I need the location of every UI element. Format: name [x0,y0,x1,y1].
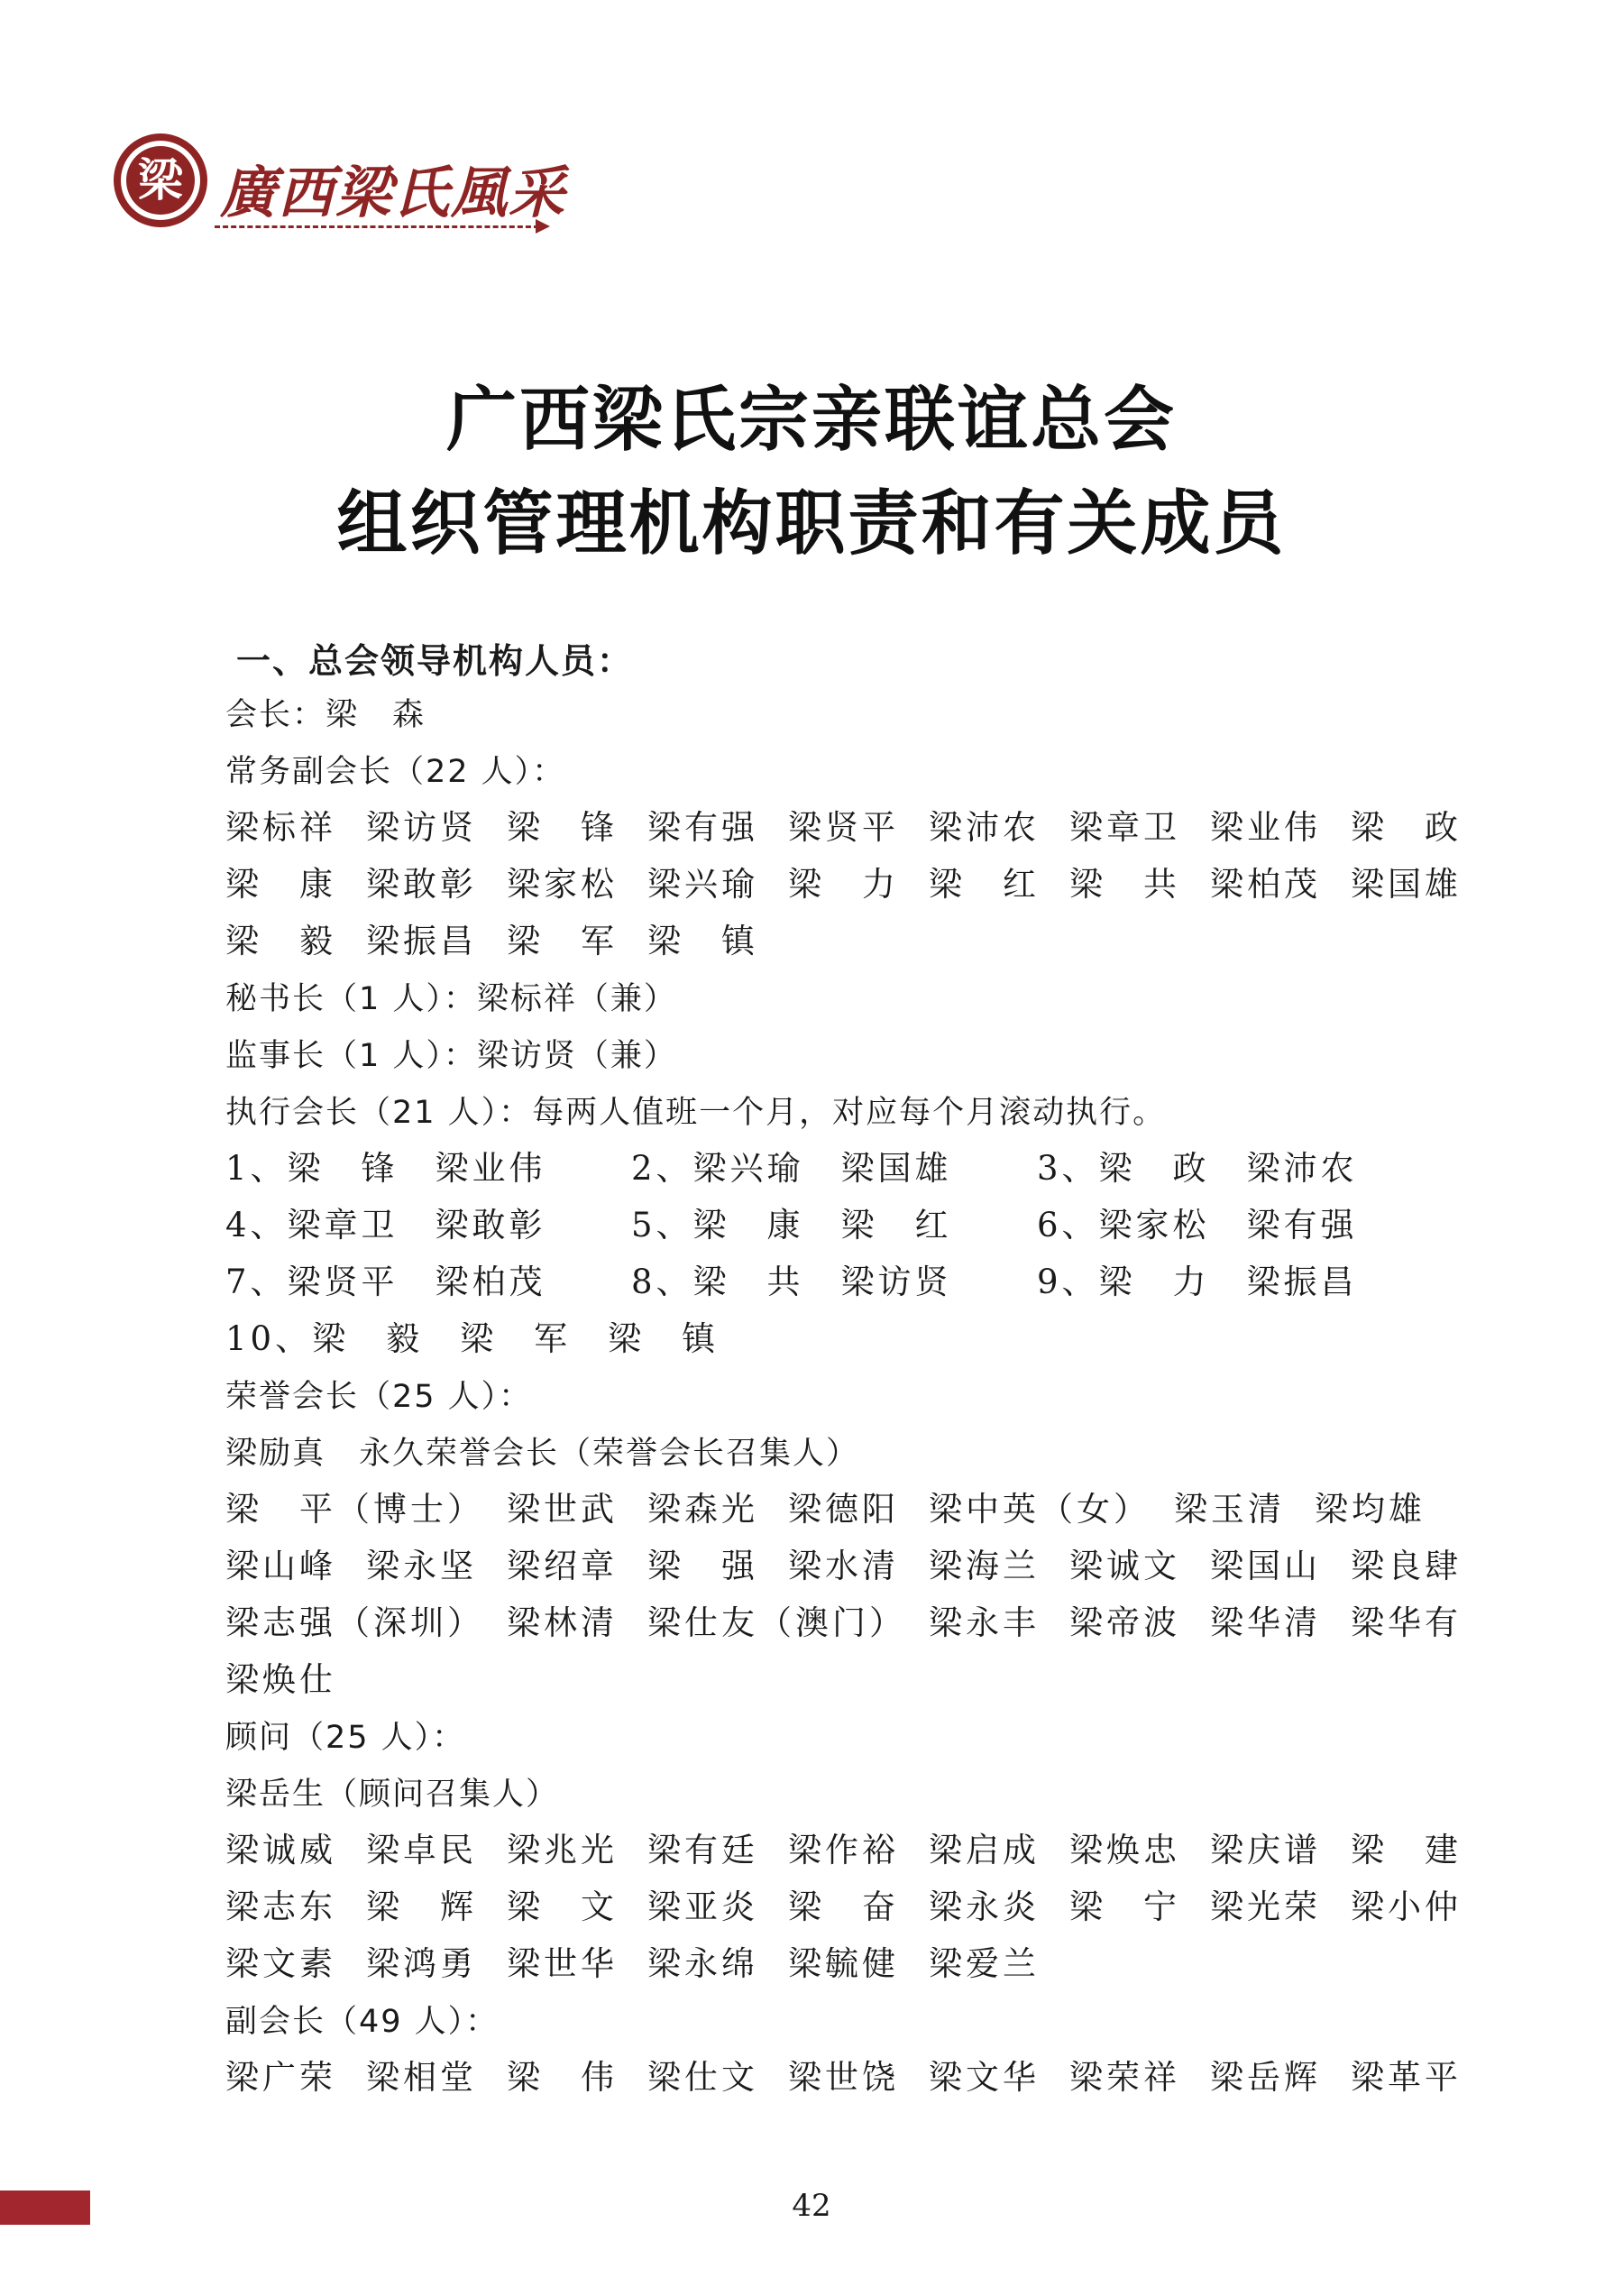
member-name: 梁 平（博士） [225,1490,484,1529]
member-name: 梁振昌 [366,922,477,960]
pair-row [225,1310,1488,1367]
member-name: 梁森光 [647,1490,758,1529]
seal-character: 梁 [126,146,195,215]
member-name: 梁岳辉 [1210,2058,1321,2097]
page-number: 42 [792,2188,831,2224]
member-name: 梁诚文 [1069,1547,1180,1585]
member-name: 梁有廷 [647,1831,758,1869]
member-name: 梁帝波 [1069,1603,1180,1642]
member-name: 梁永丰 [929,1603,1040,1642]
member-name: 梁光荣 [1210,1887,1321,1926]
arrow-icon [536,219,550,234]
name-row [225,1878,1488,1935]
member-name: 梁卓民 [366,1831,477,1869]
vice-heading: 副会长（49 人）： [225,2004,500,2040]
member-name: 梁访贤 [366,808,477,847]
name-row [225,2049,1488,2106]
honorary-heading: 荣誉会长（25 人）： [225,1379,533,1415]
member-name: 梁 毅 [225,922,336,960]
member-name: 梁兴瑜 [647,865,758,904]
document-body [225,685,1488,2106]
name-row [225,1481,1488,1538]
name-row [225,1538,1488,1594]
page-edge-tab [0,2190,90,2225]
member-name: 梁毓健 [788,1944,899,1983]
member-name: 梁玉清 [1174,1490,1285,1529]
member-name: 梁仕友（澳门） [647,1603,906,1642]
member-name: 10、梁 毅 梁 军 梁 镇 [225,1319,720,1358]
brand-dashed-line [215,225,539,228]
member-name: 梁永炎 [929,1887,1040,1926]
member-name: 梁 政 [1351,808,1462,847]
member-name: 梁启成 [929,1831,1040,1869]
member-name: 梁兆光 [507,1831,618,1869]
member-name: 7、梁贤平 梁柏茂 [225,1263,546,1301]
honorary-convener: 梁励真 永久荣誉会长（荣誉会长召集人） [225,1436,860,1472]
member-name: 梁作裕 [788,1831,899,1869]
member-name: 梁世饶 [788,2058,899,2097]
member-name: 2、梁兴瑜 梁国雄 [631,1149,952,1188]
member-name: 梁 镇 [647,922,758,960]
member-name: 梁诚威 [225,1831,336,1869]
name-row [225,1651,1488,1708]
member-name: 梁业伟 [1210,808,1321,847]
secretary-line: 秘书长（1 人）：梁标祥（兼） [225,981,677,1017]
member-name: 梁志东 [225,1887,336,1926]
pair-row [225,1197,1488,1254]
supervisor-line: 监事长（1 人）：梁访贤（兼） [225,1038,677,1074]
member-name: 8、梁 共 梁访贤 [631,1263,952,1301]
member-name: 梁德阳 [788,1490,899,1529]
member-name: 梁庆谱 [1210,1831,1321,1869]
advisor-heading: 顾问（25 人）： [225,1720,466,1756]
exec-vice-heading: 常务副会长（22 人）： [225,754,566,790]
seal-logo [114,133,207,227]
member-name: 梁 奋 [788,1887,899,1926]
member-name: 梁 共 [1069,865,1180,904]
member-name: 3、梁 政 梁沛农 [1037,1149,1358,1188]
member-name: 梁永绵 [647,1944,758,1983]
member-name: 梁 红 [929,865,1040,904]
member-name: 梁贤平 [788,808,899,847]
member-name: 梁林清 [507,1603,618,1642]
member-name: 梁山峰 [225,1547,336,1585]
member-name: 梁世武 [507,1490,618,1529]
member-name: 梁绍章 [507,1547,618,1585]
member-name: 梁沛农 [929,808,1040,847]
member-name: 梁文素 [225,1944,336,1983]
member-name: 梁荣祥 [1069,2058,1180,2097]
member-name: 梁章卫 [1069,808,1180,847]
member-name: 梁志强（深圳） [225,1603,484,1642]
member-name: 梁水清 [788,1547,899,1585]
member-name: 5、梁 康 梁 红 [631,1206,952,1244]
member-name: 梁 康 [225,865,336,904]
name-row [225,913,1488,969]
member-name: 梁相堂 [366,2058,477,2097]
member-name: 梁文华 [929,2058,1040,2097]
name-row [225,1935,1488,1992]
name-row [225,856,1488,913]
pair-row [225,1254,1488,1310]
member-name: 9、梁 力 梁振昌 [1037,1263,1358,1301]
member-name: 4、梁章卫 梁敢彰 [225,1206,546,1244]
member-name: 梁 建 [1351,1831,1462,1869]
member-name: 梁中英（女） [929,1490,1151,1529]
page-header [114,126,567,243]
member-name: 梁革平 [1351,2058,1462,2097]
brand-title: 廣西梁氏風采 [220,160,567,225]
document-title-line1: 广西梁氏宗亲联谊总会 [445,380,1177,461]
name-row [225,799,1488,856]
member-name: 梁 宁 [1069,1887,1180,1926]
section-heading: 一、总会领导机构人员： [236,641,634,681]
member-name: 梁华有 [1351,1603,1462,1642]
member-name: 梁柏茂 [1210,865,1321,904]
member-name: 梁家松 [507,865,618,904]
member-name: 梁 力 [788,865,899,904]
member-name: 梁小仲 [1351,1887,1462,1926]
member-name: 梁亚炎 [647,1887,758,1926]
member-name: 梁焕忠 [1069,1831,1180,1869]
member-name: 梁广荣 [225,2058,336,2097]
member-name: 梁爱兰 [929,1944,1040,1983]
member-name: 梁海兰 [929,1547,1040,1585]
member-name: 梁 强 [647,1547,758,1585]
member-name: 梁国山 [1210,1547,1321,1585]
member-name: 梁华清 [1210,1603,1321,1642]
member-name: 梁良肆 [1351,1547,1462,1585]
member-name: 梁有强 [647,808,758,847]
member-name: 6、梁家松 梁有强 [1037,1206,1358,1244]
member-name: 梁仕文 [647,2058,758,2097]
member-name: 梁敢彰 [366,865,477,904]
president-line: 会长：梁 森 [225,697,426,733]
name-row [225,1822,1488,1878]
member-name: 梁标祥 [225,808,336,847]
name-row [225,1594,1488,1651]
member-name: 梁 文 [507,1887,618,1926]
pair-row [225,1140,1488,1197]
exec-heading: 执行会长（21 人）：每两人值班一个月，对应每个月滚动执行。 [225,1095,1167,1131]
member-name: 梁 辉 [366,1887,477,1926]
member-name: 梁 军 [507,922,618,960]
document-title-line2: 组织管理机构职责和有关成员 [336,483,1287,565]
member-name: 梁均雄 [1315,1490,1426,1529]
member-name: 梁鸿勇 [366,1944,477,1983]
member-name: 梁永坚 [366,1547,477,1585]
member-name: 梁 锋 [507,808,618,847]
member-name: 1、梁 锋 梁业伟 [225,1149,546,1188]
advisor-convener: 梁岳生（顾问召集人） [225,1777,560,1813]
member-name: 梁国雄 [1351,865,1462,904]
member-name: 梁世华 [507,1944,618,1983]
member-name: 梁 伟 [507,2058,618,2097]
member-name: 梁焕仕 [225,1660,336,1699]
